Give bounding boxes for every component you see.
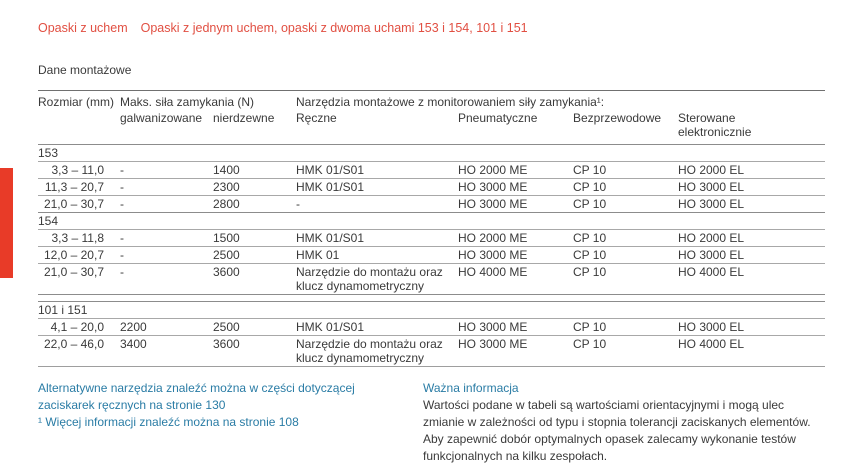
page-title-category: Opaski z uchem bbox=[38, 21, 128, 35]
table-cell: CP 10 bbox=[573, 163, 607, 177]
size-range: 4,1 – 20,0 bbox=[50, 320, 104, 334]
table-cell: HMK 01 bbox=[296, 248, 340, 262]
mounting-table-body bbox=[38, 145, 825, 367]
header-electronic bbox=[678, 110, 825, 145]
header-group-tools: Narzędzia montażowe z monitorowaniem siły zamykania¹: bbox=[296, 91, 825, 111]
table-row bbox=[38, 230, 825, 247]
header-size: Rozmiar (mm) bbox=[38, 91, 120, 145]
table-cell: - bbox=[120, 265, 124, 279]
page-header bbox=[38, 21, 528, 36]
table-cell: HMK 01/S01 bbox=[296, 180, 365, 194]
table-row bbox=[38, 247, 825, 264]
header-wireless: Bezprzewodowe bbox=[573, 111, 662, 125]
header-manual: Ręczne bbox=[296, 111, 337, 125]
table-cell: HMK 01/S01 bbox=[296, 231, 365, 245]
table-cell bbox=[38, 196, 120, 213]
table-cell: CP 10 bbox=[573, 248, 607, 262]
table-cell bbox=[38, 319, 120, 336]
table-cell: 2300 bbox=[213, 180, 240, 194]
table-cell bbox=[38, 336, 120, 367]
size-range: 11,3 – 20,7 bbox=[44, 180, 104, 194]
table-row bbox=[38, 336, 825, 367]
table-cell: HO 3000 ME bbox=[458, 180, 528, 194]
table-cell: CP 10 bbox=[573, 197, 607, 211]
size-range: 22,0 – 46,0 bbox=[43, 337, 104, 351]
table-cell: 3600 bbox=[213, 337, 240, 351]
footnote-alt-tools: Alternatywne narzędzia znaleźć można w części dotyczącej zaciskarek ręcznych na stronie 130 bbox=[38, 381, 355, 412]
table-cell: 3600 bbox=[213, 265, 240, 279]
section-gap bbox=[38, 295, 825, 302]
table-cell: CP 10 bbox=[573, 180, 607, 194]
table-cell: 3400 bbox=[120, 337, 147, 351]
page-edge-tab bbox=[0, 168, 13, 278]
table-cell: 2500 bbox=[213, 320, 240, 334]
table-cell: HO 4000 EL bbox=[678, 265, 745, 279]
table-header-group-row bbox=[38, 91, 825, 111]
table-row bbox=[38, 319, 825, 336]
table-row bbox=[38, 179, 825, 196]
section-label-row bbox=[38, 213, 825, 230]
table-row bbox=[38, 196, 825, 213]
info-body: Wartości podane w tabeli są wartościami orientacyjnymi i mogą ulec zmianie w zależności od typu i stopnia tolerancji zaciskanych elementów. Aby zapewnić dobór optymalnych opasek zalecamy wykonanie testów funkcjonalnych na kilku zespołach. bbox=[423, 398, 811, 463]
table-cell: HO 3000 EL bbox=[678, 180, 745, 194]
size-range: 21,0 – 30,7 bbox=[43, 197, 104, 211]
table-cell: HO 3000 ME bbox=[458, 197, 528, 211]
table-cell: 1400 bbox=[213, 163, 240, 177]
table-cell: HO 3000 EL bbox=[678, 197, 745, 211]
table-cell: CP 10 bbox=[573, 320, 607, 334]
table-cell bbox=[38, 230, 120, 247]
header-pneumatic: Pneumatyczne bbox=[458, 111, 538, 125]
table-cell: - bbox=[120, 248, 124, 262]
table-cell: CP 10 bbox=[573, 231, 607, 245]
table-cell: HO 3000 EL bbox=[678, 320, 745, 334]
size-range: 12,0 – 20,7 bbox=[43, 248, 104, 262]
table-row bbox=[38, 264, 825, 295]
section-label-row bbox=[38, 145, 825, 162]
table-cell: Narzędzie do montażu oraz klucz dynamometryczny bbox=[296, 337, 443, 365]
footnotes bbox=[38, 380, 410, 431]
table-cell: CP 10 bbox=[573, 265, 607, 279]
table-cell: HO 3000 ME bbox=[458, 248, 528, 262]
page-title: Opaski z jednym uchem, opaski z dwoma uchami 153 i 154, 101 i 151 bbox=[140, 21, 528, 35]
size-range: 3,3 – 11,8 bbox=[51, 231, 104, 245]
table-cell: HO 2000 EL bbox=[678, 163, 745, 177]
size-range: 21,0 – 30,7 bbox=[43, 265, 104, 279]
mounting-data-table bbox=[38, 90, 825, 367]
table-cell: - bbox=[296, 197, 300, 211]
table-cell: HO 4000 ME bbox=[458, 265, 528, 279]
table-cell: CP 10 bbox=[573, 337, 607, 351]
table-cell bbox=[38, 264, 120, 295]
table-cell: HO 2000 EL bbox=[678, 231, 745, 245]
table-cell: HO 3000 ME bbox=[458, 337, 528, 351]
size-range: 3,3 – 11,0 bbox=[51, 163, 104, 177]
table-cell: 2200 bbox=[120, 320, 147, 334]
table-cell bbox=[38, 247, 120, 264]
table-cell bbox=[38, 162, 120, 179]
important-info bbox=[423, 380, 827, 465]
table-row bbox=[38, 162, 825, 179]
table-cell: HO 2000 ME bbox=[458, 231, 528, 245]
footnote-more-info: ¹ Więcej informacji znaleźć można na stronie 108 bbox=[38, 415, 299, 429]
section-label: 101 i 151 bbox=[38, 303, 88, 317]
header-electronic-label: Sterowane elektronicznie bbox=[678, 111, 752, 139]
info-heading: Ważna informacja bbox=[423, 381, 519, 395]
table-cell: HMK 01/S01 bbox=[296, 163, 365, 177]
table-cell: Narzędzie do montażu oraz klucz dynamometryczny bbox=[296, 265, 443, 293]
table-cell: - bbox=[120, 163, 124, 177]
table-cell: HO 2000 ME bbox=[458, 163, 528, 177]
section-label: 153 bbox=[38, 146, 59, 160]
table-cell: - bbox=[120, 197, 124, 211]
header-stainless: nierdzewne bbox=[213, 111, 275, 125]
table-cell: HO 4000 EL bbox=[678, 337, 745, 351]
table-cell: - bbox=[120, 180, 124, 194]
section-heading: Dane montażowe bbox=[38, 63, 132, 77]
section-label: 154 bbox=[38, 214, 59, 228]
table-cell: HO 3000 ME bbox=[458, 320, 528, 334]
table-cell: 2800 bbox=[213, 197, 240, 211]
header-galvanized: galwanizowane bbox=[120, 111, 203, 125]
table-cell: HO 3000 EL bbox=[678, 248, 745, 262]
section-label-row bbox=[38, 302, 825, 319]
header-group-force: Maks. siła zamykania (N) bbox=[120, 91, 296, 111]
table-head bbox=[38, 91, 825, 145]
table-subheader-row bbox=[38, 110, 825, 145]
table-cell: HMK 01/S01 bbox=[296, 320, 365, 334]
table-cell: 2500 bbox=[213, 248, 240, 262]
table-cell: 1500 bbox=[213, 231, 240, 245]
table-cell bbox=[38, 179, 120, 196]
table-cell: - bbox=[120, 231, 124, 245]
